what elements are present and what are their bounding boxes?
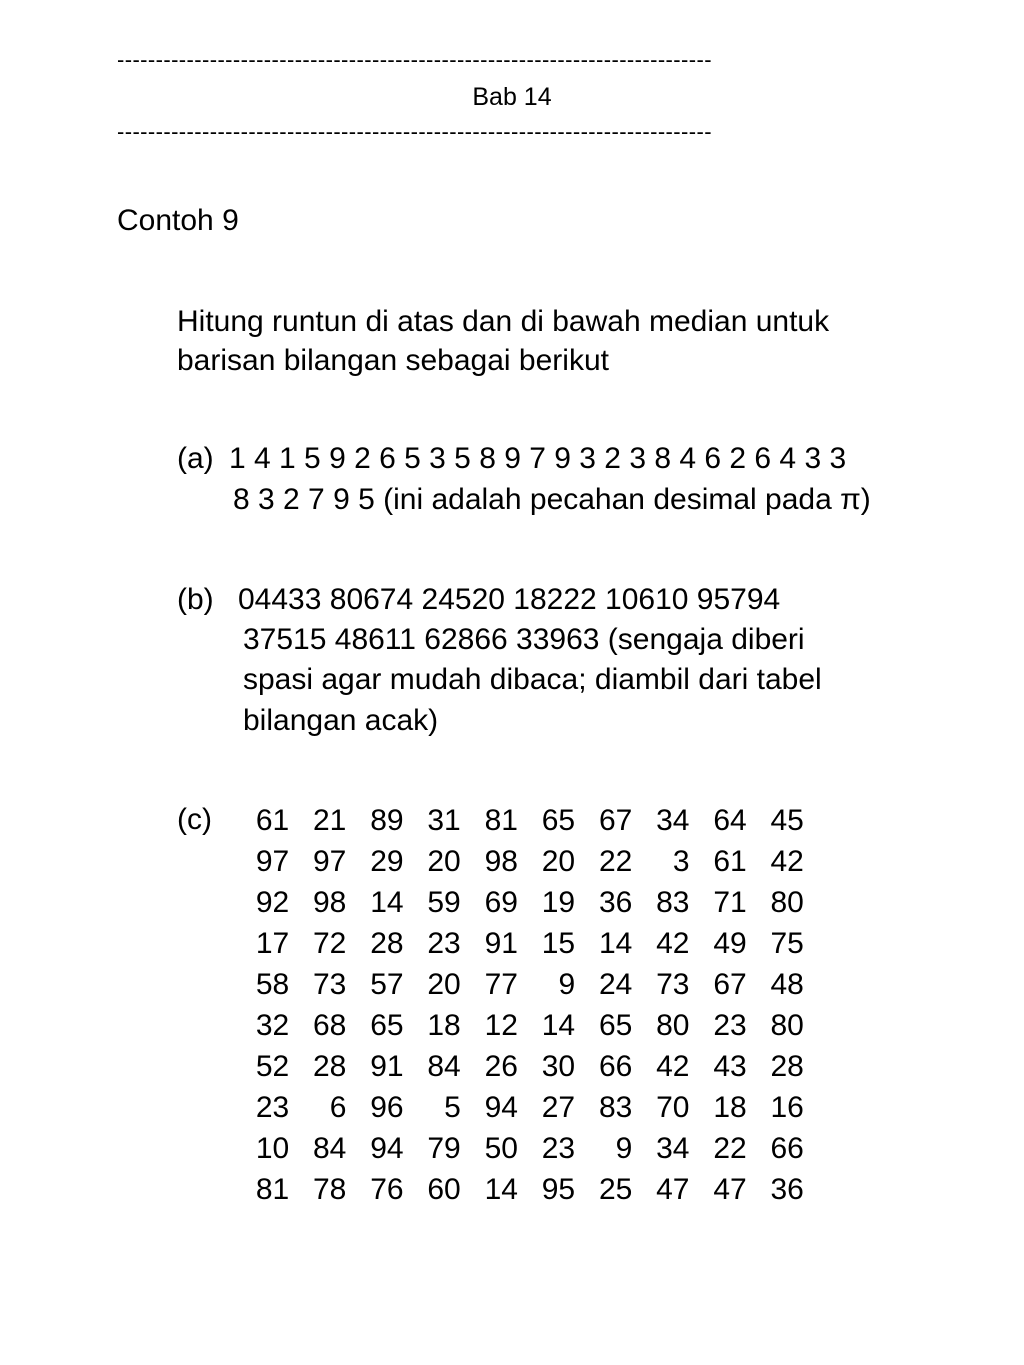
grid-cell: 98 (484, 845, 518, 878)
grid-cell: 60 (427, 1173, 461, 1206)
grid-row (232, 1128, 804, 1169)
part-b-line: spasi agar mudah dibaca; diambil dari tabel (243, 663, 822, 696)
grid-cell: 80 (770, 886, 804, 919)
grid-cell: 47 (656, 1173, 690, 1206)
grid-cell: 98 (313, 886, 347, 919)
grid-cell: 31 (427, 804, 461, 837)
grid-row (232, 1087, 804, 1128)
part-b-line: bilangan acak) (243, 704, 439, 737)
grid-cell: 95 (541, 1173, 576, 1206)
grid-cell: 19 (541, 886, 576, 919)
grid-row (232, 1169, 804, 1210)
grid-cell: 5 (444, 1091, 461, 1124)
grid-cell: 61 (713, 845, 747, 878)
grid-cell: 48 (770, 968, 804, 1001)
grid-cell: 32 (255, 1009, 290, 1042)
part-b-line: 04433 80674 24520 18222 10610 95794 (238, 583, 781, 616)
problem-statement (177, 302, 957, 380)
problem-line: Hitung runtun di atas dan di bawah median untuk (177, 305, 830, 338)
grid-cell: 23 (427, 927, 461, 960)
grid-row (232, 964, 804, 1005)
part-a-line: 8 3 2 7 9 5 (ini adalah pecahan desimal pada π) (233, 483, 871, 516)
grid-cell: 68 (313, 1009, 347, 1042)
grid-cell: 9 (615, 1132, 633, 1165)
grid-cell: 97 (255, 845, 290, 878)
grid-cell: 59 (427, 886, 461, 919)
grid-cell: 17 (255, 927, 290, 960)
grid-cell: 84 (427, 1050, 461, 1083)
grid-cell: 30 (541, 1050, 576, 1083)
grid-cell: 42 (656, 1050, 690, 1083)
grid-cell: 23 (255, 1091, 290, 1124)
grid-cell: 84 (313, 1132, 347, 1165)
grid-cell: 67 (598, 804, 633, 837)
grid-cell: 47 (713, 1173, 747, 1206)
grid-cell: 71 (713, 886, 747, 919)
grid-cell: 65 (598, 1009, 633, 1042)
example-title: Contoh 9 (117, 204, 239, 237)
grid-cell: 14 (484, 1173, 518, 1206)
grid-cell: 43 (713, 1050, 747, 1083)
grid-cell: 76 (370, 1173, 404, 1206)
grid-cell: 81 (484, 804, 518, 837)
grid-cell: 22 (713, 1132, 747, 1165)
grid-cell: 45 (770, 804, 804, 837)
grid-cell: 89 (370, 804, 404, 837)
grid-cell: 20 (427, 968, 461, 1001)
part-a-line: 1 4 1 5 9 2 6 5 3 5 8 9 7 9 3 2 3 8 4 6 2 6 4 3 3 (229, 442, 847, 475)
grid-cell: 75 (770, 927, 804, 960)
grid-cell: 70 (656, 1091, 690, 1124)
grid-cell: 83 (656, 886, 690, 919)
grid-cell: 73 (313, 968, 347, 1001)
grid-cell: 6 (329, 1091, 347, 1124)
grid-cell: 14 (370, 886, 404, 919)
grid-cell: 25 (598, 1173, 633, 1206)
grid-cell: 10 (255, 1132, 290, 1165)
grid-cell: 52 (255, 1050, 290, 1083)
grid-cell: 77 (484, 968, 518, 1001)
grid-cell: 28 (770, 1050, 804, 1083)
grid-cell: 36 (598, 886, 633, 919)
grid-cell: 42 (770, 845, 804, 878)
grid-cell: 96 (370, 1091, 404, 1124)
grid-row (232, 800, 804, 841)
grid-cell: 20 (541, 845, 576, 878)
grid-cell: 58 (255, 968, 290, 1001)
grid-cell: 65 (541, 804, 576, 837)
grid-cell: 26 (484, 1050, 518, 1083)
part-b-line: 37515 48611 62866 33963 (sengaja diberi (243, 623, 805, 656)
grid-cell: 61 (255, 804, 290, 837)
grid-cell: 34 (656, 1132, 690, 1165)
grid-cell: 23 (541, 1132, 576, 1165)
grid-cell: 57 (370, 968, 404, 1001)
grid-cell: 64 (713, 804, 747, 837)
grid-cell: 23 (713, 1009, 747, 1042)
grid-cell: 80 (770, 1009, 804, 1042)
grid-cell: 94 (484, 1091, 518, 1124)
grid-cell: 21 (313, 804, 347, 837)
grid-cell: 14 (598, 927, 633, 960)
grid-cell: 73 (656, 968, 690, 1001)
grid-cell: 9 (558, 968, 576, 1001)
part-a-label: (a) (177, 442, 214, 475)
grid-cell: 79 (427, 1132, 461, 1165)
grid-cell: 66 (598, 1050, 633, 1083)
grid-cell: 18 (427, 1009, 461, 1042)
grid-cell: 28 (370, 927, 404, 960)
grid-row (232, 882, 804, 923)
problem-line: barisan bilangan sebagai berikut (177, 344, 609, 377)
part-b-label: (b) (177, 583, 214, 616)
grid-cell: 34 (656, 804, 690, 837)
grid-cell: 14 (541, 1009, 576, 1042)
grid-row (232, 923, 804, 964)
grid-cell: 78 (313, 1173, 347, 1206)
grid-cell: 72 (313, 927, 347, 960)
grid-cell: 66 (770, 1132, 804, 1165)
chapter-title: Bab 14 (472, 83, 552, 111)
grid-cell: 29 (370, 845, 404, 878)
header-rule-bottom: ----------------------------------------------------------------------------- (117, 119, 712, 144)
grid-cell: 97 (313, 845, 347, 878)
grid-cell: 18 (713, 1091, 747, 1124)
number-grid (232, 800, 804, 1210)
grid-cell: 67 (713, 968, 747, 1001)
grid-cell: 28 (313, 1050, 347, 1083)
grid-cell: 65 (370, 1009, 404, 1042)
grid-cell: 50 (484, 1132, 518, 1165)
grid-cell: 12 (484, 1009, 518, 1042)
grid-row (232, 1046, 804, 1087)
grid-cell: 49 (713, 927, 747, 960)
grid-cell: 22 (598, 845, 633, 878)
grid-cell: 36 (770, 1173, 804, 1206)
grid-cell: 92 (255, 886, 290, 919)
grid-cell: 81 (255, 1173, 290, 1206)
grid-cell: 83 (598, 1091, 633, 1124)
grid-cell: 16 (770, 1091, 804, 1124)
part-c-label: (c) (177, 803, 212, 836)
grid-cell: 94 (370, 1132, 404, 1165)
grid-cell: 91 (370, 1050, 404, 1083)
grid-cell: 91 (484, 927, 518, 960)
grid-cell: 3 (672, 845, 690, 878)
grid-row (232, 1005, 804, 1046)
grid-cell: 80 (656, 1009, 690, 1042)
grid-cell: 27 (541, 1091, 576, 1124)
grid-cell: 69 (484, 886, 518, 919)
grid-cell: 24 (598, 968, 633, 1001)
grid-cell: 20 (427, 845, 461, 878)
grid-cell: 15 (541, 927, 576, 960)
grid-cell: 42 (656, 927, 690, 960)
header-rule-top: ----------------------------------------------------------------------------- (117, 47, 712, 72)
grid-row (232, 841, 804, 882)
